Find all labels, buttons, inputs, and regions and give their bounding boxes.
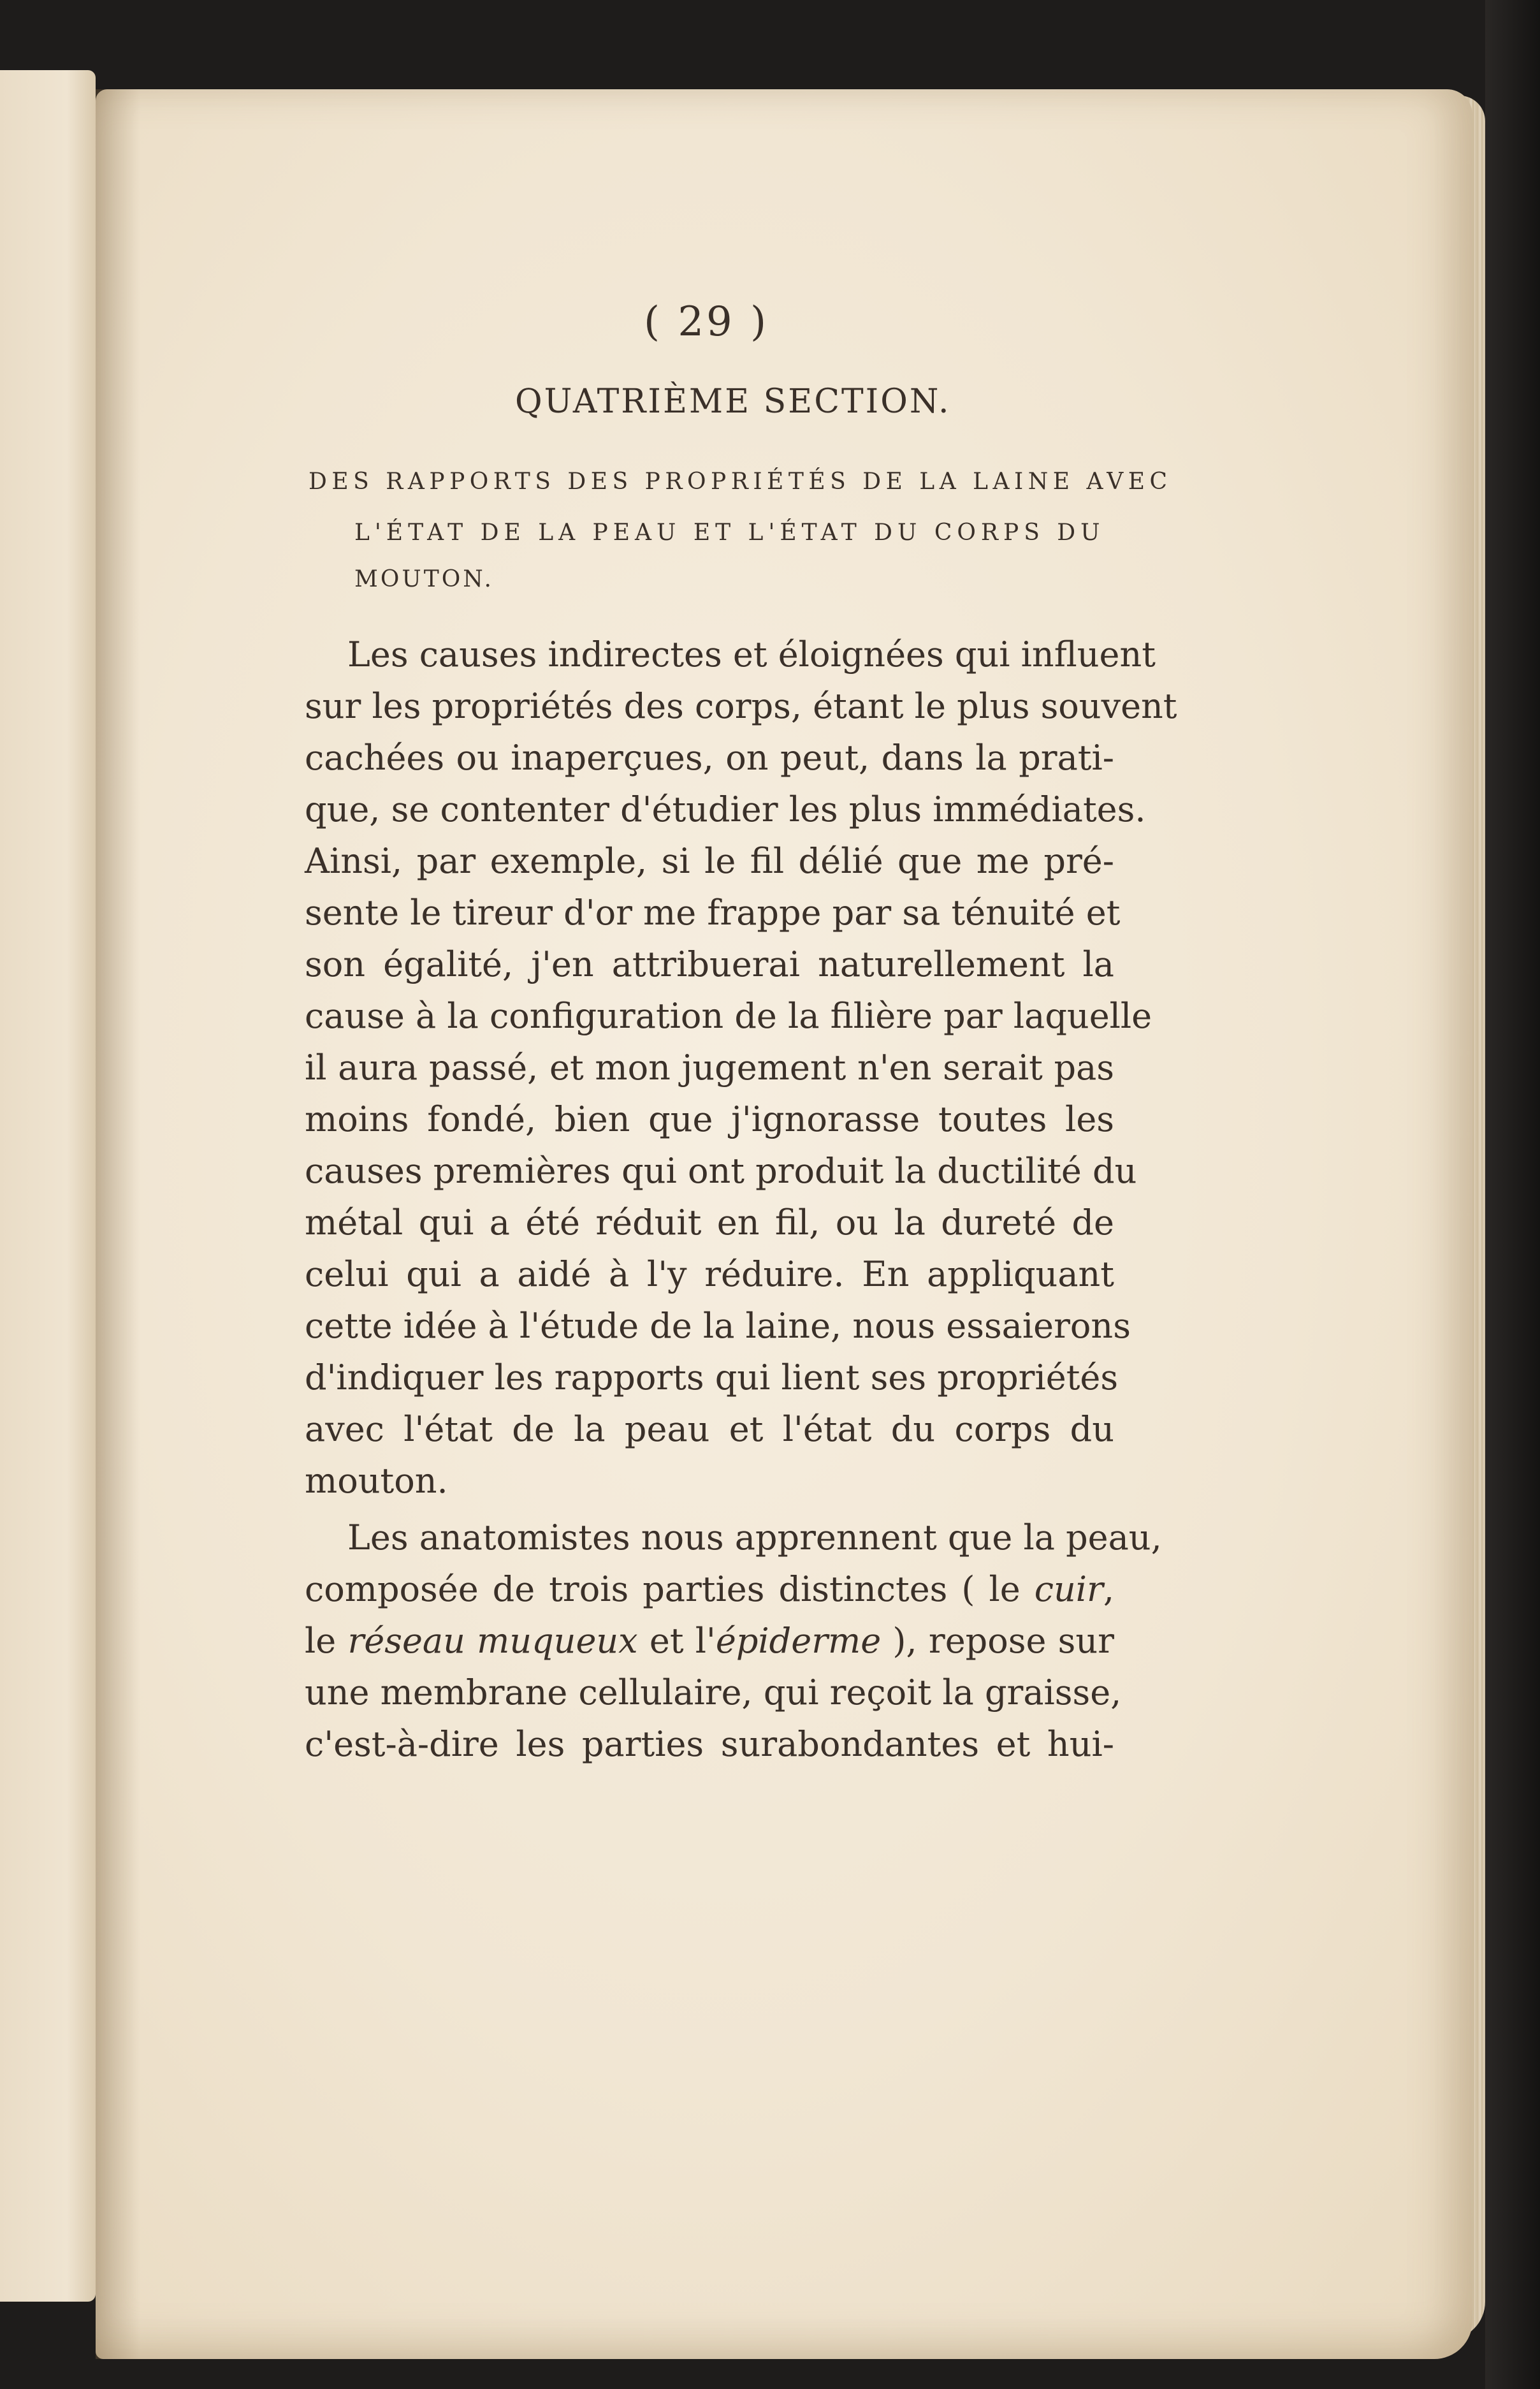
body-line: il aura passé, et mon jugement n'en serait pas: [305, 1048, 1114, 1088]
body-line: métal qui a été réduit en fil, ou la dureté de: [305, 1202, 1114, 1243]
body-line: d'indiquer les rapports qui lient ses propriétés: [305, 1357, 1119, 1398]
page-gutter-shadow: [96, 89, 140, 2359]
body-line: sente le tireur d'or me frappe par sa ténuité et: [305, 893, 1121, 933]
body-line: mouton.: [305, 1461, 448, 1501]
text-run: le: [305, 1621, 348, 1661]
italic-term-cuir: cuir: [1034, 1569, 1103, 1609]
text-run: ,: [1103, 1569, 1114, 1609]
body-line: celui qui a aidé à l'y réduire. En appliquant: [305, 1254, 1114, 1294]
body-line: Les causes indirectes et éloignées qui influent: [347, 634, 1156, 675]
body-line: avec l'état de la peau et l'état du corps du: [305, 1409, 1114, 1449]
italic-term-epiderme: épiderme: [715, 1621, 882, 1661]
body-line: sur les propriétés des corps, étant le plus souvent: [305, 686, 1177, 726]
body-line: son égalité, j'en attribuerai naturellement la: [305, 944, 1114, 984]
body-line: Les anatomistes nous apprennent que la peau,: [347, 1517, 1162, 1558]
text-run: et l': [637, 1621, 716, 1661]
subtitle-line-3: MOUTON.: [354, 566, 494, 592]
body-line: une membrane cellulaire, qui reçoit la graisse,: [305, 1672, 1122, 1713]
body-line: cachées ou inaperçues, on peut, dans la prati-: [305, 738, 1114, 778]
body-line: cette idée à l'étude de la laine, nous essaierons: [305, 1306, 1131, 1346]
text-run: ), repose sur: [881, 1621, 1114, 1661]
section-title: QUATRIÈME SECTION.: [515, 383, 951, 421]
text-run: composée de trois parties distinctes ( le: [305, 1569, 1035, 1609]
italic-term-reseau: réseau muqueux: [347, 1621, 638, 1661]
body-line: cause à la configuration de la filière par laquelle: [305, 996, 1152, 1036]
page-number: ( 29 ): [644, 298, 769, 346]
facing-page-edge: [0, 70, 96, 2302]
body-line: c'est-à-dire les parties surabondantes et hui-: [305, 1724, 1114, 1764]
body-line-with-italic: [305, 1569, 1114, 1609]
body-line: moins fondé, bien que j'ignorasse toutes les: [305, 1099, 1114, 1139]
body-line: Ainsi, par exemple, si le fil délié que me pré-: [305, 841, 1114, 881]
body-line: causes premières qui ont produit la ductilité du: [305, 1151, 1137, 1191]
body-line: que, se contenter d'étudier les plus immédiates.: [305, 789, 1146, 829]
body-line-with-italic: [305, 1621, 1114, 1661]
subtitle-line-2: L'ÉTAT DE LA PEAU ET L'ÉTAT DU CORPS DU: [354, 520, 1105, 546]
dark-backdrop-right: [1485, 0, 1540, 2389]
subtitle-line-1: DES RAPPORTS DES PROPRIÉTÉS DE LA LAINE AVEC: [309, 469, 1172, 495]
